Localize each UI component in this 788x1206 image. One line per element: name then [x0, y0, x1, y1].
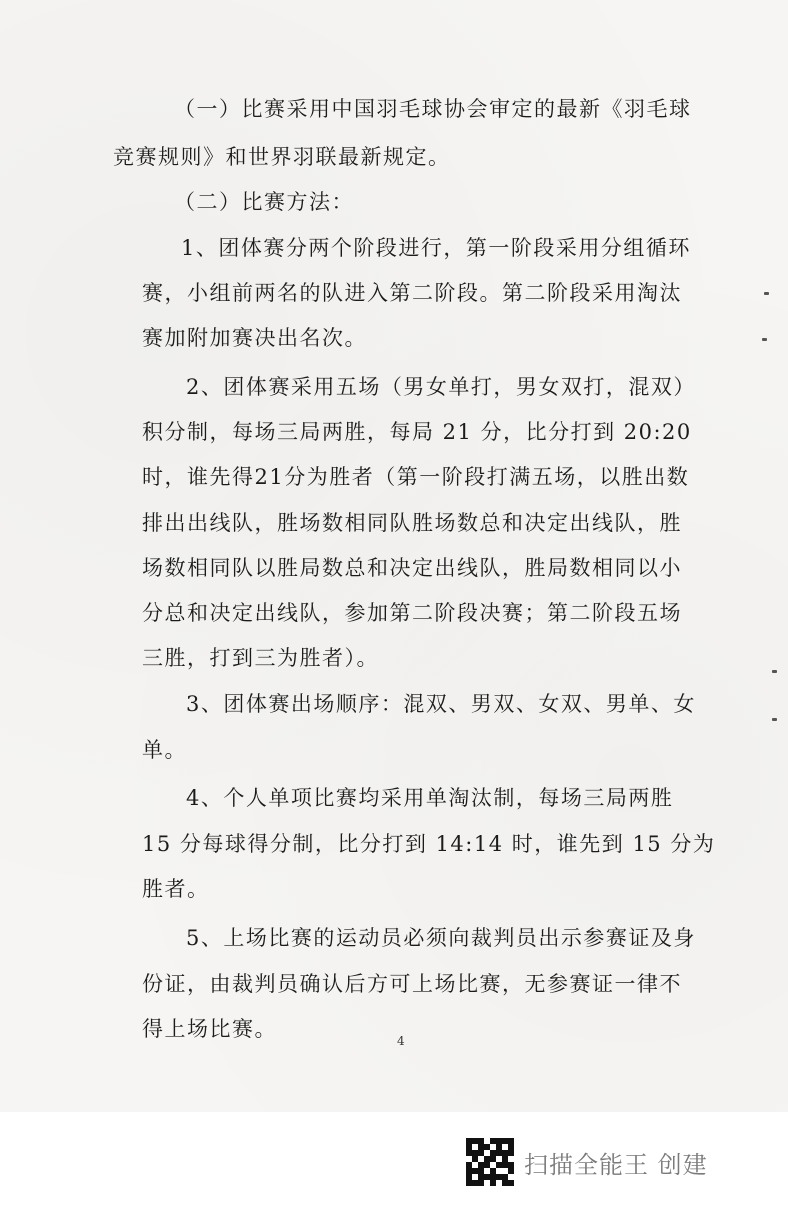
- text-line: 分总和决定出线队，参加第二阶段决赛；第二阶段五场: [142, 601, 682, 625]
- scan-speck: [772, 718, 777, 721]
- text-line: （一）比赛采用中国羽毛球协会审定的最新《羽毛球: [174, 97, 692, 121]
- text-line: 赛，小组前两名的队进入第二阶段。第二阶段采用淘汰: [142, 281, 682, 305]
- text-line: 份证，由裁判员确认后方可上场比赛，无参赛证一律不: [142, 972, 682, 996]
- scanner-watermark: [466, 1138, 708, 1186]
- text-line: 4、个人单项比赛均采用单淘汰制，每场三局两胜: [186, 786, 674, 810]
- text-line: 积分制，每场三局两胜，每局 21 分，比分打到 20:20: [142, 420, 692, 444]
- text-line: 赛加附加赛决出名次。: [142, 326, 367, 350]
- text-line: 排出出线队，胜场数相同队胜场数总和决定出线队，胜: [142, 511, 682, 535]
- scan-speck: [762, 338, 767, 341]
- text-line: 1、团体赛分两个阶段进行，第一阶段采用分组循环: [181, 236, 691, 260]
- text-line: 5、上场比赛的运动员必须向裁判员出示参赛证及身: [186, 926, 696, 950]
- text-line: 三胜，打到三为胜者）。: [142, 646, 379, 670]
- scan-speck: [772, 670, 777, 673]
- text-line: 15 分每球得分制，比分打到 14:14 时，谁先到 15 分为: [142, 832, 716, 856]
- text-line: 竞赛规则》和世界羽联最新规定。: [113, 145, 451, 169]
- text-line: （二）比赛方法：: [174, 190, 354, 214]
- text-line: 胜者。: [142, 877, 210, 901]
- text-line: 得上场比赛。: [142, 1017, 277, 1041]
- text-line: 场数相同队以胜局数总和决定出线队，胜局数相同以小: [142, 556, 682, 580]
- page-number: 4: [397, 1034, 405, 1048]
- text-line: 单。: [142, 738, 187, 762]
- text-line: 时，谁先得21分为胜者（第一阶段打满五场，以胜出数: [142, 465, 690, 489]
- scan-speck: [764, 292, 769, 295]
- text-line: 3、团体赛出场顺序：混双、男双、女双、男单、女: [186, 692, 696, 716]
- brand-text: 扫描全能王 创建: [524, 1150, 708, 1179]
- qr-code-icon: [466, 1138, 514, 1186]
- text-line: 2、团体赛采用五场（男女单打，男女双打，混双）: [186, 375, 696, 399]
